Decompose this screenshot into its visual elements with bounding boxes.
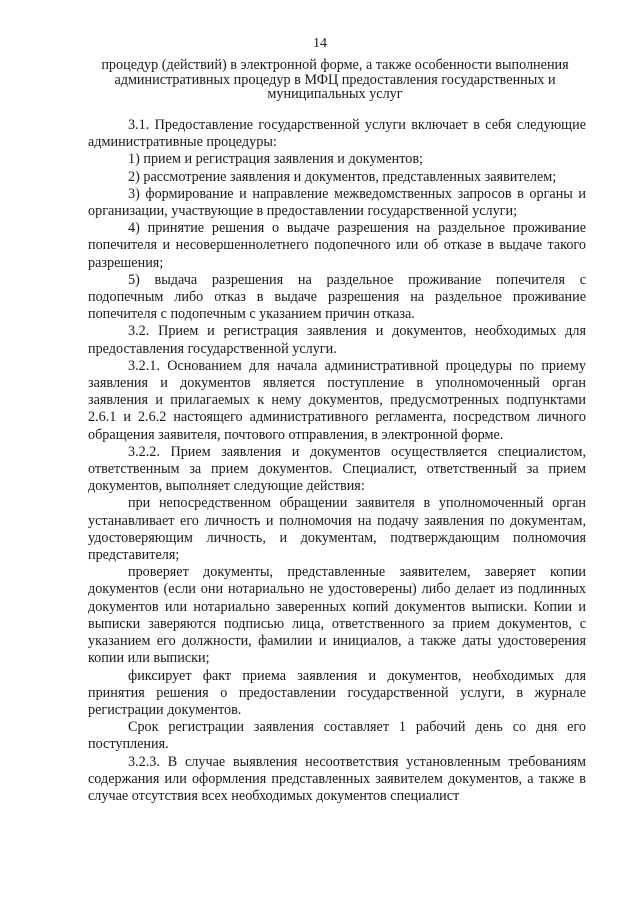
paragraph-3-2-1: 3.2.1. Основанием для начала административной процедуры по приему заявления и документов является поступление в уполномоченный орган заявления и прилагаемых к нему документов, предусмотренных подпунктами 2.6.1 и 2.6.2 настоящего административного регламента, посредством личного обращения заявителя, почтового отправления, в электронной форме. — [88, 357, 586, 443]
list-item-4: 4) принятие решения о выдаче разрешения на раздельное проживание попечителя и несовершеннолетнего подопечного или об отказе в выдаче такого разрешения; — [88, 220, 586, 271]
paragraph-3-2-3: 3.2.3. В случае выявления несоответствия установленным требованиям содержания или оформления представленных заявителем документов, а также в случае отсутствия всех необходимых документов специалист — [88, 753, 586, 804]
paragraph-3-1: 3.1. Предоставление государственной услуги включает в себя следующие административные процедуры: — [88, 117, 586, 151]
paragraph-3-2: 3.2. Прием и регистрация заявления и документов, необходимых для предоставления государственной услуги. — [88, 323, 586, 357]
list-item-1: 1) прием и регистрация заявления и документов; — [128, 151, 423, 168]
section-heading: процедур (действий) в электронной форме, а также особенности выполнения административных процедур в МФЦ предоставления государственных и муниципальных услуг — [101, 57, 569, 102]
list-item-3: 3) формирование и направление межведомственных запросов в органы и организации, участвующие в предоставлении государственной услуги; — [88, 185, 586, 220]
list-item-5: 5) выдача разрешения на раздельное проживание попечителя с подопечным либо отказ в выдаче разрешения на раздельное проживание попечителя с подопечным с указанием причин отказа. — [88, 271, 586, 323]
registration-deadline: Срок регистрации заявления составляет 1 рабочий день со дня его поступления. — [88, 719, 586, 753]
action-register-documents: фиксирует факт приема заявления и документов, необходимых для принятия решения о предоставлении государственной услуги, в журнале регистрации документов. — [88, 667, 586, 718]
action-check-documents: проверяет документы, представленные заявителем, заверяет копии документов (если они нотариально не удостоверены) либо делает из подлинных документов или нотариально заверенных копий документов выписки. Копии и выписки заверяются подписью лица, ответственного за прием документов, с указанием его должности, фамилии и инициалов, а также даты удостоверения копии или выписки; — [88, 564, 586, 667]
paragraph-3-2-2: 3.2.2. Прием заявления и документов осуществляется специалистом, ответственным за прием документов. Специалист, ответственный за прием документов, выполняет следующие действия: — [88, 443, 586, 495]
document-body — [88, 117, 586, 805]
list-item-2: 2) рассмотрение заявления и документов, представленных заявителем; — [128, 168, 557, 185]
action-identify-applicant: при непосредственном обращении заявителя в уполномоченный орган устанавливает его личность и полномочия на подачу заявления по документам, удостоверяющим личность, и документам, подтверждающим полномочия представителя; — [88, 495, 586, 564]
page-number: 14 — [313, 36, 327, 51]
